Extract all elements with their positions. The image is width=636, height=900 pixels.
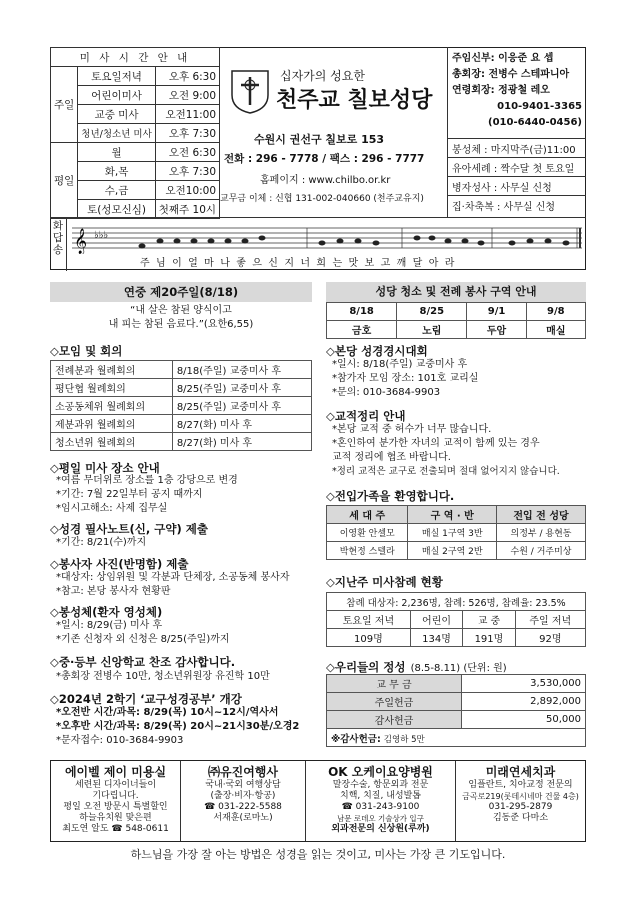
bible-note-title: ◇성경 필사노트(신, 구약) 제출 bbox=[50, 522, 208, 536]
cleaning-date: 8/25 bbox=[397, 303, 467, 321]
mass-time: 오전10:00 bbox=[155, 181, 219, 200]
household-head: 박현정 스텔라 bbox=[327, 542, 408, 560]
svg-text:♭♭♭: ♭♭♭ bbox=[94, 230, 109, 241]
mass-time: 오전11:00 bbox=[155, 105, 219, 124]
funeral-president: 연령회장: 정광철 레오 bbox=[452, 85, 550, 96]
notice-line: *기간: 8/21(수)까지 bbox=[56, 537, 147, 548]
psalm-response bbox=[50, 217, 586, 270]
ad-line: 031-295-2879 bbox=[488, 802, 553, 812]
photo-title: ◇봉사자 사진(반명함) 제출 bbox=[50, 557, 189, 571]
table-row bbox=[327, 321, 586, 339]
table-row bbox=[327, 711, 586, 729]
ad-line: 세련된 디자이너들이 bbox=[74, 780, 157, 790]
contest-title: ◇본당 성경경시대회 bbox=[326, 344, 428, 358]
table-row bbox=[51, 397, 312, 415]
notice-line: *기존 신청자 외 신청은 8/25(주일)까지 bbox=[56, 634, 230, 645]
parish-phone: 전화 : 296 - 7778 / 팩스 : 296 - 7777 bbox=[224, 153, 425, 165]
mass-name: 토요일저녁 bbox=[78, 67, 155, 86]
mass-name: 토(성모신심) bbox=[78, 200, 155, 219]
psalm-lyrics: 주 님 이 얼 마 나 좋 으 신 지 너 희 는 맛 보 고 깨 달 아 라 bbox=[140, 258, 456, 269]
cleaning-area: 노림 bbox=[397, 321, 467, 339]
parish-account: 교무금 이체 : 신협 131-002-040660 (천주교유지) bbox=[220, 194, 424, 204]
cleaning-table bbox=[326, 302, 586, 339]
table-row bbox=[51, 433, 312, 451]
district: 매실 1구역 3반 bbox=[408, 524, 497, 542]
mass-name: 교중 미사 bbox=[78, 105, 155, 124]
table-row bbox=[51, 379, 312, 397]
table-row bbox=[327, 629, 586, 647]
cleaning-area: 금호 bbox=[327, 321, 397, 339]
meeting-name: 제분과위 월례회의 bbox=[51, 415, 173, 433]
notice-line: *본당 교적 중 허수가 너무 많습니다. bbox=[332, 424, 492, 435]
table-row bbox=[327, 593, 586, 611]
previous-parish: 수원 / 거주미상 bbox=[497, 542, 586, 560]
offering-type: 주일헌금 bbox=[327, 693, 462, 711]
service-item: 유아세례 : 짝수달 첫 토요일 bbox=[448, 158, 586, 177]
ad-line: ☎ 031-243-9100 bbox=[341, 802, 420, 812]
meeting-time: 8/25(주일) 교중미사 후 bbox=[172, 397, 311, 415]
ad-line: (출장·비자·항공) bbox=[210, 791, 276, 801]
notice-line: *여름 무더위로 장소를 1층 강당으로 변경 bbox=[56, 475, 238, 486]
gospel-verse-2: 내 피는 참된 음료다.”(요한6,55) bbox=[108, 319, 254, 330]
ad-line: 외과전문의 신상원(루까) bbox=[331, 824, 430, 834]
music-staff bbox=[72, 222, 582, 254]
offering-type: 교 무 금 bbox=[327, 675, 462, 693]
service-item: 집·차축복 : 사무실 신청 bbox=[452, 202, 556, 213]
offering-amount: 2,892,000 bbox=[462, 693, 586, 711]
notice-line: *오후반 시간/과목: 8/29(목) 20시~21시30분/오경2 bbox=[56, 721, 300, 732]
parish-address: 수원시 권선구 칠보로 153 bbox=[254, 133, 385, 146]
mass-name: 월 bbox=[78, 143, 155, 162]
cleaning-date: 8/18 bbox=[327, 303, 397, 321]
meetings-title: ◇모임 및 회의 bbox=[50, 344, 123, 358]
parish-info bbox=[220, 47, 447, 217]
ad-name: OK 오케이요양병원 bbox=[328, 765, 433, 779]
notice-line: *대상자: 상임위원 및 각분과 단체장, 소공동체 봉사자 bbox=[56, 572, 290, 583]
attendance-count: 191명 bbox=[463, 629, 515, 647]
ad-name: 미래연세치과 bbox=[485, 765, 556, 779]
column-header: 토요일 저녁 bbox=[327, 611, 411, 629]
offering-heading bbox=[326, 656, 507, 676]
column-header: 교 중 bbox=[463, 611, 515, 629]
household-head: 이영환 안셀모 bbox=[327, 524, 408, 542]
gospel-verse-1: “내 살은 참된 양식이고 bbox=[130, 305, 232, 316]
sunday-label: 주일 bbox=[51, 67, 78, 143]
pastor: 주임신부: 이응준 요 셉 bbox=[452, 53, 554, 64]
offering-note-label: ※감사헌금: bbox=[331, 733, 381, 745]
communion-title: ◇봉성체(환자 영성체) bbox=[50, 605, 163, 619]
attendance-count: 109명 bbox=[327, 629, 411, 647]
mass-name: 화,목 bbox=[78, 162, 155, 181]
catechism-title: ◇교적정리 안내 bbox=[326, 409, 406, 423]
meeting-name: 전례분과 월례회의 bbox=[51, 361, 173, 379]
contact-phone: 010-9401-3365 bbox=[497, 101, 582, 112]
notice-line: *임시고해소: 사제 집무실 bbox=[56, 503, 168, 514]
meeting-name: 청소년위 월례회의 bbox=[51, 433, 173, 451]
notice-line: 교적 정리에 협조 바랍니다. bbox=[332, 452, 451, 463]
ads-bar bbox=[50, 760, 586, 842]
mass-time: 오전 6:30 bbox=[155, 143, 219, 162]
offering-period: (8.5-8.11) (단위: 원) bbox=[410, 663, 507, 674]
ad-line: 최도연 알도 ☎ 548-0611 bbox=[62, 824, 169, 834]
offering-amount: 50,000 bbox=[462, 711, 586, 729]
mass-header: 미 사 시 간 안 내 bbox=[51, 48, 220, 67]
table-row bbox=[327, 729, 586, 747]
previous-parish: 의정부 / 용현동 bbox=[497, 524, 586, 542]
ad-line: 기다립니다. bbox=[92, 791, 139, 801]
meeting-name: 평단협 월례회의 bbox=[51, 379, 173, 397]
attendance-count: 134명 bbox=[410, 629, 463, 647]
footer-quote: 하느님을 가장 잘 아는 방법은 성경을 읽는 것이고, 미사는 가장 큰 기도입니다. bbox=[130, 848, 506, 861]
district: 매실 2구역 2반 bbox=[408, 542, 497, 560]
ad-line: ☎ 031-222-5588 bbox=[204, 802, 282, 812]
attendance-summary: 참례 대상자: 2,236명, 참례: 526명, 참례율: 23.5% bbox=[327, 593, 586, 611]
ad-line: 김동준 다마소 bbox=[492, 813, 549, 823]
notice-line: *일시: 8/29(금) 미사 후 bbox=[56, 620, 163, 631]
ad-line: 국내·국외 여행상담 bbox=[205, 780, 281, 790]
ad-line: 금곡로219(롯데시네마 건물 4층) bbox=[462, 792, 579, 801]
table-row bbox=[327, 542, 586, 560]
newcomers-title: ◇전입가족을 환영합니다. bbox=[326, 489, 455, 503]
psalm-label: 화답송 bbox=[50, 218, 67, 271]
contact-phone-alt: (010-6440-0456) bbox=[488, 117, 582, 128]
notice-line: *일시: 8/18(주일) 교중미사 후 bbox=[332, 359, 468, 370]
table-row bbox=[327, 524, 586, 542]
offering-table bbox=[326, 674, 586, 747]
service-item: 병자성사 : 사무실 신청 bbox=[448, 177, 586, 196]
table-row bbox=[327, 693, 586, 711]
parish-subtitle: 십자가의 성요한 bbox=[280, 69, 365, 83]
offering-note: 김영하 5만 bbox=[383, 734, 425, 745]
ad-line: 임플란트, 치아교정 전문의 bbox=[468, 780, 573, 790]
study-title: ◇2024년 2학기 ‘교구성경공부’ 개강 bbox=[50, 692, 242, 706]
meeting-time: 8/27(화) 미사 후 bbox=[172, 433, 311, 451]
column-header: 전입 전 성당 bbox=[497, 506, 586, 524]
table-row bbox=[327, 611, 586, 629]
ad-line: 하늘유치원 맞은편 bbox=[79, 813, 152, 823]
offering-type: 감사헌금 bbox=[327, 711, 462, 729]
ad-hospital bbox=[306, 761, 456, 841]
parish-homepage[interactable]: 홈페이지 : www.chilbo.or.kr bbox=[260, 175, 391, 186]
mass-time: 오전 9:00 bbox=[155, 86, 219, 105]
mass-name: 청년/청소년 미사 bbox=[78, 124, 155, 143]
mass-time: 오후 7:30 bbox=[155, 124, 219, 143]
mass-time: 오후 7:30 bbox=[155, 162, 219, 181]
meeting-time: 8/18(주일) 교중미사 후 bbox=[172, 361, 311, 379]
council-president: 총회장: 전병수 스테파니아 bbox=[452, 69, 570, 80]
weekday-label: 평일 bbox=[51, 143, 78, 219]
ad-line: 평일 오전 방문시 특별할인 bbox=[63, 802, 168, 812]
parish-emblem-icon bbox=[228, 65, 272, 115]
ad-travel bbox=[181, 761, 306, 841]
mass-name: 어린이미사 bbox=[78, 86, 155, 105]
notice-line: *혼인하여 분가한 자녀의 교적이 함께 있는 경우 bbox=[332, 438, 540, 449]
weekday-mass-place-title: ◇평일 미사 장소 안내 bbox=[50, 461, 160, 475]
table-row bbox=[327, 506, 586, 524]
table-row bbox=[51, 361, 312, 379]
ad-name: 에이벨 제이 미용실 bbox=[64, 765, 167, 779]
parish-name: 천주교 칠보성당 bbox=[276, 88, 433, 113]
sunday-title: 연중 제20주일(8/18) bbox=[50, 282, 312, 302]
table-row bbox=[327, 303, 586, 321]
ad-dental bbox=[456, 761, 585, 841]
column-header: 세 대 주 bbox=[327, 506, 408, 524]
attendance-table bbox=[326, 592, 586, 647]
mass-name: 수,금 bbox=[78, 181, 155, 200]
offering-title: ◇우리들의 정성 bbox=[326, 660, 406, 674]
column-header: 구 역 · 반 bbox=[408, 506, 497, 524]
newcomers-table bbox=[326, 505, 586, 560]
notice-line: *문의: 010-3684-9903 bbox=[332, 387, 441, 398]
notice-line: *총회장 전병수 10만, 청소년위원장 유진학 10만 bbox=[56, 671, 270, 682]
column-header: 어린이 bbox=[410, 611, 463, 629]
notice-line: *참고: 본당 봉사자 현황판 bbox=[56, 586, 171, 597]
ad-name: ㈜유진여행사 bbox=[208, 765, 278, 779]
staff-panel bbox=[447, 47, 586, 217]
meeting-time: 8/27(화) 미사 후 bbox=[172, 415, 311, 433]
table-row bbox=[51, 415, 312, 433]
ad-line: 말장수술, 항문외과 전문 bbox=[332, 780, 429, 790]
ad-line: 남문 로데오 기술상가 입구 bbox=[337, 814, 424, 823]
mass-schedule-table bbox=[50, 47, 220, 219]
ad-salon bbox=[51, 761, 181, 841]
meeting-name: 소공동체위 월례회의 bbox=[51, 397, 173, 415]
attendance-count: 92명 bbox=[515, 629, 585, 647]
ad-line: 치핵, 치질, 내성발톱 bbox=[340, 791, 421, 801]
offering-amount: 3,530,000 bbox=[462, 675, 586, 693]
notice-line: *문자접수: 010-3684-9903 bbox=[56, 735, 184, 746]
notice-line: *기간: 7월 22일부터 공지 때까지 bbox=[56, 489, 203, 500]
cleaning-date: 9/1 bbox=[467, 303, 526, 321]
mass-time: 오후 6:30 bbox=[155, 67, 219, 86]
attendance-title: ◇지난주 미사참례 현황 bbox=[326, 575, 443, 589]
mass-time: 첫째주 10시 bbox=[155, 200, 219, 219]
svg-text:𝄞: 𝄞 bbox=[74, 229, 88, 254]
notice-line: *참가자 모임 장소: 101호 교리실 bbox=[332, 373, 479, 384]
cleaning-title: 성당 청소 및 전례 봉사 구역 안내 bbox=[326, 282, 586, 302]
column-header: 주일 저녁 bbox=[515, 611, 585, 629]
notice-line: *정리 교적은 교구로 전출되며 절대 없어지지 않습니다. bbox=[332, 466, 560, 477]
cleaning-date: 9/8 bbox=[526, 303, 585, 321]
service-item: 봉성체 : 마지막주(금)11:00 bbox=[448, 139, 586, 158]
notice-line: *오전반 시간/과목: 8/29(목) 10시~12시/역사서 bbox=[56, 707, 279, 718]
meeting-time: 8/25(주일) 교중미사 후 bbox=[172, 379, 311, 397]
table-row bbox=[327, 675, 586, 693]
meetings-table bbox=[50, 360, 312, 451]
ad-line: 서재훈(로마노) bbox=[213, 813, 273, 823]
cleaning-area: 두암 bbox=[467, 321, 526, 339]
cleaning-area: 매실 bbox=[526, 321, 585, 339]
school-title: ◇중·등부 신앙학교 찬조 감사합니다. bbox=[50, 655, 236, 669]
